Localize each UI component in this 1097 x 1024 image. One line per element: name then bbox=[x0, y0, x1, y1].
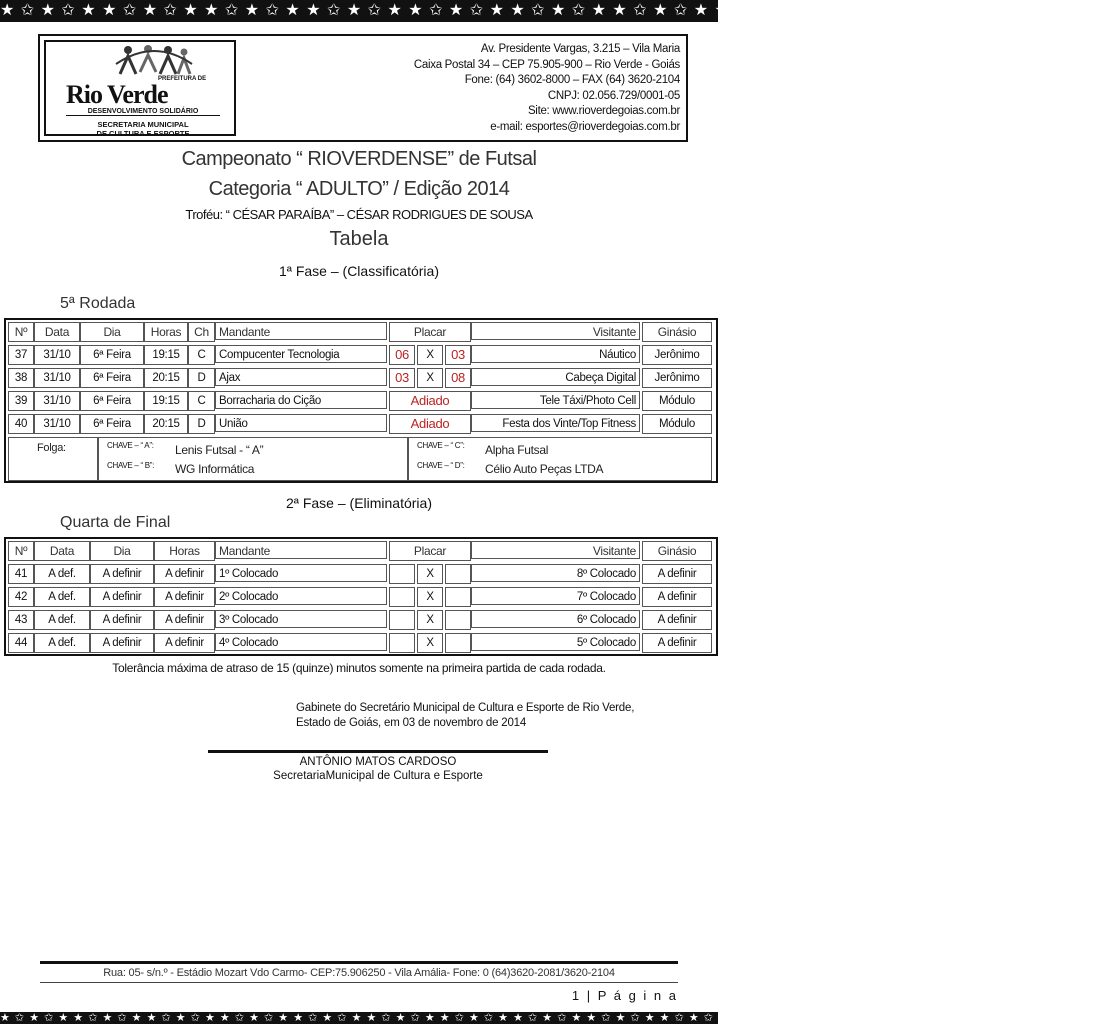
col-dia: Dia bbox=[80, 322, 144, 342]
col-visitante: Visitante bbox=[471, 322, 640, 340]
cell-mandante: 1º Colocado bbox=[215, 564, 387, 582]
table-header-row bbox=[6, 539, 716, 562]
phone-line: Fone: (64) 3602-8000 – FAX (64) 3620-2104 bbox=[464, 74, 680, 86]
cell-n: 40 bbox=[8, 414, 34, 434]
col-dia: Dia bbox=[90, 541, 154, 561]
cell-ch: C bbox=[188, 345, 215, 365]
col-ch: Ch bbox=[188, 322, 215, 342]
table-row bbox=[6, 631, 716, 654]
cell-dia: 6ª Feira bbox=[80, 414, 144, 434]
logo-name: Rio Verde bbox=[66, 80, 168, 109]
page-number: 1 | P á g i n a bbox=[571, 988, 678, 1003]
cell-score-away bbox=[445, 610, 471, 630]
gabinete-line2: Estado de Goiás, em 03 de novembro de 2014 bbox=[296, 717, 527, 729]
cell-mandante: União bbox=[215, 414, 387, 432]
footer-address: Rua: 05- s/n.º - Estádio Mozart Vdo Carmo- CEP:75.906250 - Vila Amália- Fone: 0 (64)3620-2081/3620-2104 bbox=[103, 967, 615, 979]
gabinete-line1: Gabinete do Secretário Municipal de Cultura e Esporte de Rio Verde, bbox=[296, 702, 635, 714]
table-row bbox=[6, 366, 716, 389]
phase1-table bbox=[4, 318, 718, 483]
cell-dia: A definir bbox=[90, 587, 154, 607]
cell-placar-adiado: Adiado bbox=[389, 414, 471, 434]
cell-x: X bbox=[417, 368, 443, 388]
signatory-name: ANTÔNIO MATOS CARDOSO bbox=[299, 756, 457, 768]
cell-visitante: Tele Táxi/Photo Cell bbox=[471, 391, 640, 409]
col-ginasio: Ginásio bbox=[642, 322, 712, 342]
cell-n: 37 bbox=[8, 345, 34, 365]
table-row bbox=[6, 585, 716, 608]
cell-score-away bbox=[445, 633, 471, 653]
col-placar: Placar bbox=[389, 541, 471, 561]
letterhead bbox=[38, 34, 688, 142]
signature-line bbox=[208, 750, 548, 753]
cell-hora: A definir bbox=[154, 633, 215, 653]
table-row bbox=[6, 412, 716, 435]
star-border-bottom: ★ ✩ ★ ✩ ★ ★ ✩ ★ ✩ ★ ★ ✩ ★ ✩ ★ ★ ✩ ★ ✩ ★ ★ ✩ ★ ✩ ★ ★ ✩ ★ ✩ ★ ★ ✩ ★ ✩ ★ ★ ✩ ★ ✩ ★ ★ ✩ ★ ✩ ★ ★ ✩ ★ ✩ ★ ★ ✩ ★ ✩ ★ ★ ✩ ★ ✩ ★ ★ ✩ ★ ✩ bbox=[0, 1012, 934, 1024]
address-line: Av. Presidente Vargas, 3.215 – Vila Maria bbox=[480, 43, 680, 55]
gabinete-text bbox=[296, 701, 678, 731]
cell-ginasio: Módulo bbox=[642, 414, 712, 434]
col-ginasio: Ginásio bbox=[642, 541, 712, 561]
category-title: Categoria “ ADULTO” / Edição 2014 bbox=[208, 178, 510, 200]
cell-n: 41 bbox=[8, 564, 34, 584]
col-placar: Placar bbox=[389, 322, 471, 342]
chave-c-label: CHAVE – “ C”: bbox=[417, 441, 465, 450]
trophy-title: Troféu: “ CÉSAR PARAÍBA” – CÉSAR RODRIGUES DE SOUSA bbox=[185, 207, 533, 222]
logo-secretaria-line1: SECRETARIA MUNICIPAL bbox=[97, 120, 189, 129]
cell-data: A def. bbox=[34, 587, 90, 607]
table-row bbox=[6, 608, 716, 631]
cell-score-away: 08 bbox=[445, 368, 471, 388]
phase2-title: 2ª Fase – (Eliminatória) bbox=[285, 495, 432, 511]
cell-mandante: 4º Colocado bbox=[215, 633, 387, 651]
cell-dia: 6ª Feira bbox=[80, 368, 144, 388]
logo bbox=[44, 40, 236, 136]
site-line[interactable]: Site: www.rioverdegoias.com.br bbox=[527, 105, 680, 117]
tolerance-note: Tolerância máxima de atraso de 15 (quinze) minutos somente na primeira partida de cada rodada. bbox=[112, 661, 606, 675]
cell-score-home bbox=[389, 587, 415, 607]
cell-ginasio: A definir bbox=[642, 610, 712, 630]
col-horas: Horas bbox=[154, 541, 215, 561]
logo-secretaria-line2: DE CULTURA E ESPORTE bbox=[96, 129, 190, 138]
cell-mandante: Borracharia do Cição bbox=[215, 391, 387, 409]
table-row bbox=[6, 389, 716, 412]
cell-x: X bbox=[417, 587, 443, 607]
cell-dia: A definir bbox=[90, 564, 154, 584]
cell-dia: A definir bbox=[90, 610, 154, 630]
signatory-role: SecretariaMunicipal de Cultura e Esporte bbox=[273, 770, 483, 782]
cell-ginasio: Jerônimo bbox=[642, 345, 712, 365]
col-horas: Horas bbox=[144, 322, 188, 342]
folga-cd-cell bbox=[408, 437, 712, 481]
cell-score-home: 03 bbox=[389, 368, 415, 388]
cell-ch: C bbox=[188, 391, 215, 411]
cell-dia: 6ª Feira bbox=[80, 345, 144, 365]
cell-dia: A definir bbox=[90, 633, 154, 653]
cell-score-away: 03 bbox=[445, 345, 471, 365]
col-visitante: Visitante bbox=[471, 541, 640, 559]
cell-visitante: 8º Colocado bbox=[471, 564, 640, 582]
col-n: Nº bbox=[8, 541, 34, 561]
address-block bbox=[414, 42, 680, 135]
cell-n: 43 bbox=[8, 610, 34, 630]
cell-data: 31/10 bbox=[34, 391, 80, 411]
footer-divider bbox=[40, 961, 678, 964]
cell-visitante: 7º Colocado bbox=[471, 587, 640, 605]
col-n: Nº bbox=[8, 322, 34, 342]
cell-hora: A definir bbox=[154, 587, 215, 607]
cell-ginasio: A definir bbox=[642, 633, 712, 653]
chave-a-team: Lenis Futsal - “ A” bbox=[175, 443, 264, 457]
folga-label-cell bbox=[8, 437, 98, 481]
phase1-round: 5ª Rodada bbox=[60, 295, 136, 312]
table-row bbox=[6, 343, 716, 366]
cell-x: X bbox=[417, 345, 443, 365]
cell-ginasio: Jerônimo bbox=[642, 368, 712, 388]
cell-score-home bbox=[389, 564, 415, 584]
cell-ch: D bbox=[188, 368, 215, 388]
cell-x: X bbox=[417, 610, 443, 630]
cell-score-away bbox=[445, 564, 471, 584]
cell-visitante: Cabeça Digital bbox=[471, 368, 640, 386]
cell-score-home bbox=[389, 633, 415, 653]
chave-b-team: WG Informática bbox=[175, 462, 255, 476]
cell-data: A def. bbox=[34, 610, 90, 630]
phase1-title: 1ª Fase – (Classificatória) bbox=[278, 263, 439, 279]
footer-divider-thin bbox=[40, 982, 678, 983]
cnpj-line: CNPJ: 02.056.729/0001-05 bbox=[547, 89, 680, 102]
cell-hora: A definir bbox=[154, 564, 215, 584]
cell-x: X bbox=[417, 633, 443, 653]
phase2-table bbox=[4, 537, 718, 656]
folga-label: Folga: bbox=[37, 442, 66, 454]
cell-mandante: 3º Colocado bbox=[215, 610, 387, 628]
cell-score-away bbox=[445, 587, 471, 607]
cell-ginasio: A definir bbox=[642, 564, 712, 584]
cell-visitante: Náutico bbox=[471, 345, 640, 363]
cell-ginasio: Módulo bbox=[642, 391, 712, 411]
cell-mandante: Ajax bbox=[215, 368, 387, 386]
star-border-top: ★ ✩ ★ ✩ ★ ★ ✩ ★ ✩ ★ ★ ✩ ★ ✩ ★ ★ ✩ ★ ✩ ★ ★ ✩ ★ ✩ ★ ★ ✩ ★ ✩ ★ ★ ✩ ★ ✩ ★ ★ ✩ ★ ✩ ★ ★ ✩ ★ ✩ ★ ★ ✩ ★ ✩ ★ ★ ✩ ★ ✩ bbox=[0, 0, 718, 22]
cell-hora: 20:15 bbox=[144, 368, 188, 388]
cell-placar-adiado: Adiado bbox=[389, 391, 471, 411]
table-row bbox=[6, 562, 716, 585]
championship-title: Campeonato “ RIOVERDENSE” de Futsal bbox=[181, 148, 537, 170]
cell-n: 38 bbox=[8, 368, 34, 388]
address-line: Caixa Postal 34 – CEP 75.905-900 – Rio Verde - Goiás bbox=[413, 58, 680, 71]
cell-visitante: 6º Colocado bbox=[471, 610, 640, 628]
cell-ginasio: A definir bbox=[642, 587, 712, 607]
table-header-row bbox=[6, 320, 716, 343]
email-line[interactable]: e-mail: esportes@rioverdegoias.com.br bbox=[490, 120, 680, 133]
folga-row bbox=[6, 435, 716, 481]
cell-x: X bbox=[417, 564, 443, 584]
cell-data: A def. bbox=[34, 633, 90, 653]
cell-score-home bbox=[389, 610, 415, 630]
cell-mandante: Compucenter Tecnologia bbox=[215, 345, 387, 363]
cell-hora: 20:15 bbox=[144, 414, 188, 434]
chave-a-label: CHAVE – “ A”: bbox=[107, 441, 154, 450]
phase2-round: Quarta de Final bbox=[60, 514, 171, 531]
chave-c-team: Alpha Futsal bbox=[485, 443, 549, 457]
cell-hora: A definir bbox=[154, 610, 215, 630]
cell-visitante: Festa dos Vinte/Top Fitness bbox=[471, 414, 640, 432]
col-data: Data bbox=[34, 322, 80, 342]
cell-score-home: 06 bbox=[389, 345, 415, 365]
cell-n: 39 bbox=[8, 391, 34, 411]
col-mandante: Mandante bbox=[215, 541, 387, 559]
folga-ab-cell bbox=[98, 437, 408, 481]
table-heading: Tabela bbox=[329, 228, 389, 250]
cell-data: 31/10 bbox=[34, 368, 80, 388]
col-data: Data bbox=[34, 541, 90, 561]
cell-hora: 19:15 bbox=[144, 345, 188, 365]
chave-d-label: CHAVE – “ D”: bbox=[417, 461, 465, 470]
chave-b-label: CHAVE – “ B”: bbox=[107, 461, 155, 470]
cell-hora: 19:15 bbox=[144, 391, 188, 411]
col-mandante: Mandante bbox=[215, 322, 387, 340]
logo-tagline: DESENVOLVIMENTO SOLIDÁRIO bbox=[66, 108, 220, 116]
cell-visitante: 5º Colocado bbox=[471, 633, 640, 651]
logo-prefeitura: PREFEITURA DE bbox=[158, 76, 207, 82]
cell-dia: 6ª Feira bbox=[80, 391, 144, 411]
cell-n: 44 bbox=[8, 633, 34, 653]
cell-data: A def. bbox=[34, 564, 90, 584]
cell-n: 42 bbox=[8, 587, 34, 607]
chave-d-team: Célio Auto Peças LTDA bbox=[485, 462, 604, 476]
cell-data: 31/10 bbox=[34, 414, 80, 434]
cell-mandante: 2º Colocado bbox=[215, 587, 387, 605]
cell-data: 31/10 bbox=[34, 345, 80, 365]
cell-ch: D bbox=[188, 414, 215, 434]
